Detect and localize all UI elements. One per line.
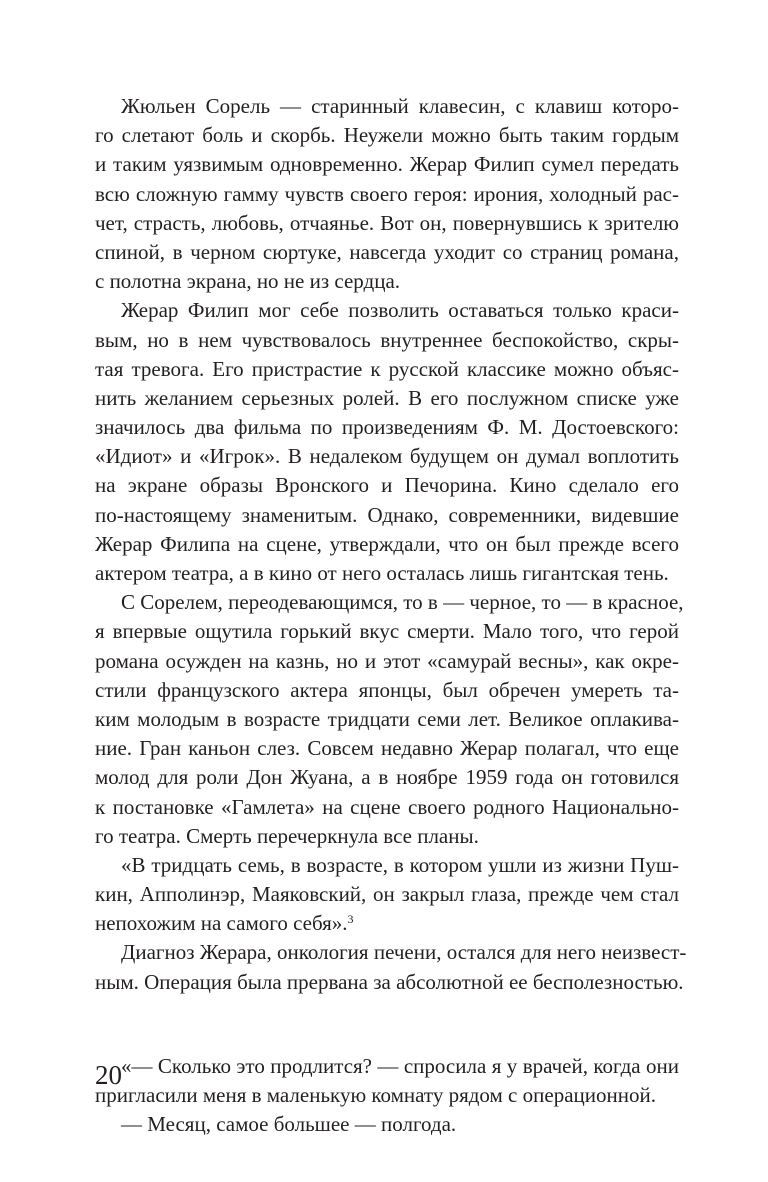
- page-number: 20: [95, 1060, 122, 1090]
- text-line: го слетают боль и скорбь. Неужели можно быть таким гордым: [95, 123, 679, 148]
- text-line: — Месяц, самое большее — полгода.: [121, 1112, 457, 1137]
- text-line: актером театра, а в кино от него осталась лишь гигантская тень.: [95, 561, 669, 585]
- text-line: «— Сколько это продлится? — спросила я у врачей, когда они: [121, 1053, 679, 1078]
- text-line: ние. Гран каньон слез. Совсем недавно Жерар полагал, что еще: [95, 736, 679, 761]
- text-line: стили французского актера японцы, был обречен умереть та-: [95, 677, 679, 702]
- text-line: романа осужден на казнь, но и этот «самурай весны», как окре-: [95, 648, 679, 673]
- text-line: Жюльен Сорель — старинный клавесин, с клавиш которо-: [121, 94, 679, 118]
- text-line: к постановке «Гамлета» на сцене своего родного Национально-: [95, 794, 679, 819]
- paragraph-6-dialogue: [95, 1052, 679, 1110]
- text-line: непохожим на самого себя».: [95, 911, 348, 936]
- text-line: с полотна экрана, но не из сердца.: [95, 269, 401, 294]
- text-line: Жерар Филип мог себе позволить оставаться только краси-: [121, 298, 679, 323]
- text-line: С Сорелем, переодевающимся, то в — черное, то — в красное,: [121, 590, 684, 615]
- text-line: го театра. Смерть перечеркнула все планы.: [95, 823, 479, 848]
- text-line: «В тридцать семь, в возрасте, в котором ушли из жизни Пуш-: [121, 852, 679, 877]
- text-line: и таким уязвимым одновременно. Жерар Филип сумел передать: [95, 152, 679, 177]
- paragraph-5: [95, 938, 687, 996]
- text-line: Диагноз Жерара, онкология печени, остался для него неизвест-: [121, 940, 687, 965]
- text-line: всю сложную гамму чувств своего героя: ирония, холодный рас-: [95, 181, 679, 206]
- text-line: я впервые ощутила горький вкус смерти. Мало того, что герой: [95, 619, 679, 644]
- paragraph-4-quote: [95, 851, 679, 939]
- text-line: Жерар Филипа на сцене, утверждали, что он был прежде всего: [95, 531, 679, 556]
- text-line: спиной, в черном сюртуке, навсегда уходит со страниц романа,: [95, 239, 679, 264]
- text-line: пригласили меня в маленькую комнату рядом с операционной.: [95, 1083, 656, 1107]
- text-line: тая тревога. Его пристрастие к русской классике можно объяс-: [95, 356, 679, 381]
- body-text: [95, 92, 687, 1139]
- footnote-marker[interactable]: 3: [347, 912, 354, 927]
- text-line: чет, страсть, любовь, отчаянье. Вот он, повернувшись к зрителю: [95, 210, 679, 235]
- text-line-with-footnote: [95, 909, 679, 938]
- text-line: вым, но в нем чувствовалось внутреннее беспокойство, скры-: [95, 327, 679, 352]
- text-line: ным. Операция была прервана за абсолютной ее бесполезностью.: [95, 969, 684, 994]
- text-line: ким молодым в возрасте тридцати семи лет. Великое оплакива-: [95, 706, 679, 731]
- text-line: на экране образы Вронского и Печорина. Кино сделало его: [95, 473, 679, 498]
- paragraph-7-dialogue: [95, 1110, 679, 1139]
- paragraph-3: [95, 588, 684, 851]
- text-line: значилось два фильма по произведениям Ф. М. Достоевского:: [95, 415, 679, 440]
- text-line: «Идиот» и «Игрок». В недалеком будущем он думал воплотить: [95, 444, 679, 469]
- section-gap: [95, 997, 679, 1052]
- text-line: кин, Апполинэр, Маяковский, он закрыл глаза, прежде чем стал: [95, 882, 679, 907]
- paragraph-2: [95, 296, 679, 588]
- paragraph-1: [95, 92, 679, 296]
- text-line: нить желанием серьезных ролей. В его послужном списке уже: [95, 385, 679, 410]
- text-line: молод для роли Дон Жуана, а в ноябре 1959 года он готовился: [95, 765, 679, 790]
- text-line: по-настоящему знаменитым. Однако, современники, видевшие: [95, 502, 679, 527]
